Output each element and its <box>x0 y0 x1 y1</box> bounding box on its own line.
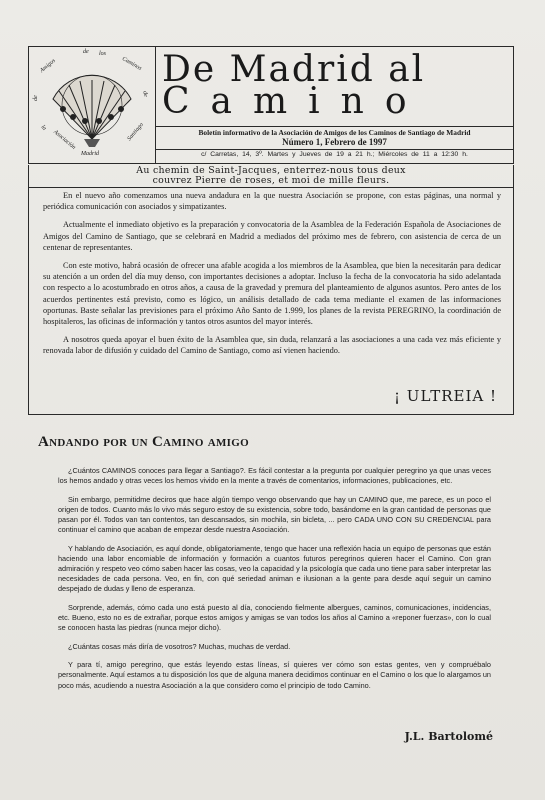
article-paragraph: Sin embargo, permitidme deciros que hace algún tiempo vengo observando que hay un CAMINO que, me parece, es un poco el origen de todos. Cuanto más lo vivo más seguro estoy de su existencia, sobre todo, basándome en la gran cantidad de personas que pasan por él. Todos van tan contentos, tan descansados, sin mochila, sin bicleta, ... pero CADA UNO CON SU CREDENCIAL para continuar el camino que acaban de empezar desde nuestra Asociación. <box>58 494 491 535</box>
article-paragraph: ¿Cuántos CAMINOS conoces para llegar a Santiago?. Es fácil contestar a la pregunta por cualquier peregrino ya que unas veces los hemos andado y otras veces los hemos vivido en la mente a través de comentarios, informaciones, publicaciones, etc. <box>58 466 491 486</box>
subtitle-box <box>156 126 513 150</box>
motto-line1: Au chemin de Saint-Jacques, enterrez-nous tous deux <box>136 165 406 176</box>
editorial-paragraph: En el nuevo año comenzamos una nueva andadura en la que nuestra Asociación se propone, con estas páginas, una normal y periódica comunicación con asociados y simpatizantes. <box>43 191 501 212</box>
editorial-text <box>43 190 501 364</box>
logo-word: Santiago <box>126 121 145 143</box>
article-title: Andando por un Camino amigo <box>38 434 249 450</box>
editorial-box <box>28 186 514 415</box>
association-logo <box>29 47 156 163</box>
office-address: c/ Carretas, 14, 3º. Martes y Jueves de 19 a 21 h.; Miércoles de 11 a 12:30 h. <box>201 151 468 158</box>
logo-word: los <box>99 51 107 57</box>
logo-word: Amigos <box>39 57 57 75</box>
article-paragraph: ¿Cuántas cosas más diría de vosotros? Muchas, muchas de verdad. <box>68 641 291 651</box>
motto-line2: couvrez Pierre de roses, et moi de mille fleurs. <box>152 175 390 186</box>
article-body <box>58 466 491 699</box>
logo-word: Madrid <box>81 151 99 157</box>
article-paragraph: Y hablando de Asociación, es aquí donde, obligatoriamente, tengo que hacer una reflexión hacia un equipo de personas que están haciendo una labor encomiable de información y formación a cuantos futuros peregrinos quieren hacer el Camino. Con gran admiración y respeto veo cómo saben hacer las cosas, veo la capacidad y la psicología que cada uno tiene para saber interpretar las necesidades de cada persona. Veo, en fin, con qué seriedad animan e ilusionan a la gente para desde aquí seguir un camino despejado de dudas y lleno de esperanza. <box>58 543 491 594</box>
editorial-paragraph: Con este motivo, habrá ocasión de ofrecer una afable acogida a los miembros de la Asamblea, que bien la necesitarán para dedicar su atención a un orden del día muy denso, con importantes decisiones a adoptar. Incluso la fecha de la convocatoria ha sido adelantada con respecto a lo acostumbrado en otros años, a causa de la gravedad y premura del planteamiento de algunos asuntos. Pero antes de los acuerdos pertinentes está previsto, como es lógico, un análisis detallado de cada tema mediante el examen de las informaciones oportunas. Baste señalar las previsiones para el próximo Año Santo de 1.999, los planes de la revista PEREGRINO, la coordinación de hospitaleros, las oficinas de información y tantos otros asuntos del mayor interés. <box>43 261 501 327</box>
logo-ring-text <box>29 47 155 163</box>
newsletter-title-line2: Camino <box>162 81 428 122</box>
title-area <box>156 47 513 163</box>
logo-word: Asociación <box>52 129 77 151</box>
issue-number: Número 1, Febrero de 1997 <box>282 137 387 147</box>
logo-word: la <box>39 124 48 132</box>
masthead <box>28 46 514 164</box>
logo-word: de <box>141 90 149 98</box>
editorial-paragraph: A nosotros queda apoyar el buen éxito de la Asamblea que, sin duda, relanzará a las asociaciones a una cada vez más eficiente y renovada labor de difusión y cuidado del Camino de Santiago, como así vienen haciendo. <box>43 335 501 356</box>
logo-word: de <box>83 49 89 55</box>
article-paragraph: Y para tí, amigo peregrino, que estás leyendo estas líneas, sí quieres ver cómo son estas gentes, ven y compruébalo personalmente. Aquí estamos a tu disposición los que de alguna manera decidimos continuar en el Camino o los que lo alargamos un poco más, acudiendo a nuestra Asociación a la que considero como el principio de todo Camino. <box>58 660 491 690</box>
motto-banner <box>28 165 514 188</box>
article-paragraph: Sorprende, además, cómo cada uno está puesto al día, conociendo fielmente albergues, caminos, comunicaciones, incidencias, etc. Bueno, esto no es de extrañar, porque estos amigos y amigas se van todos los años al Camino a «reponer fuerzas», con lo cual se conocen hasta las piedras (nunca mejor dicho). <box>58 602 491 632</box>
editorial-closing: ¡ ULTREIA ! <box>394 387 497 405</box>
logo-word: Caminos <box>120 56 143 72</box>
logo-word: de <box>32 95 39 101</box>
newsletter-title-line1: De Madrid al <box>162 49 426 90</box>
newsletter-subtitle: Boletín informativo de la Asociación de Amigos de los Caminos de Santiago de Madrid <box>198 128 471 137</box>
article-signature: J.L. Bartolomé <box>404 730 493 743</box>
editorial-paragraph: Actualmente el inmediato objetivo es la preparación y convocatoria de la Asamblea de la Federación Española de Asociaciones de Amigos del Camino de Santiago, que se celebrará en Madrid a mediados del próximo mes de febrero, con asistencia de cerca de un centenar de representantes. <box>43 220 501 252</box>
